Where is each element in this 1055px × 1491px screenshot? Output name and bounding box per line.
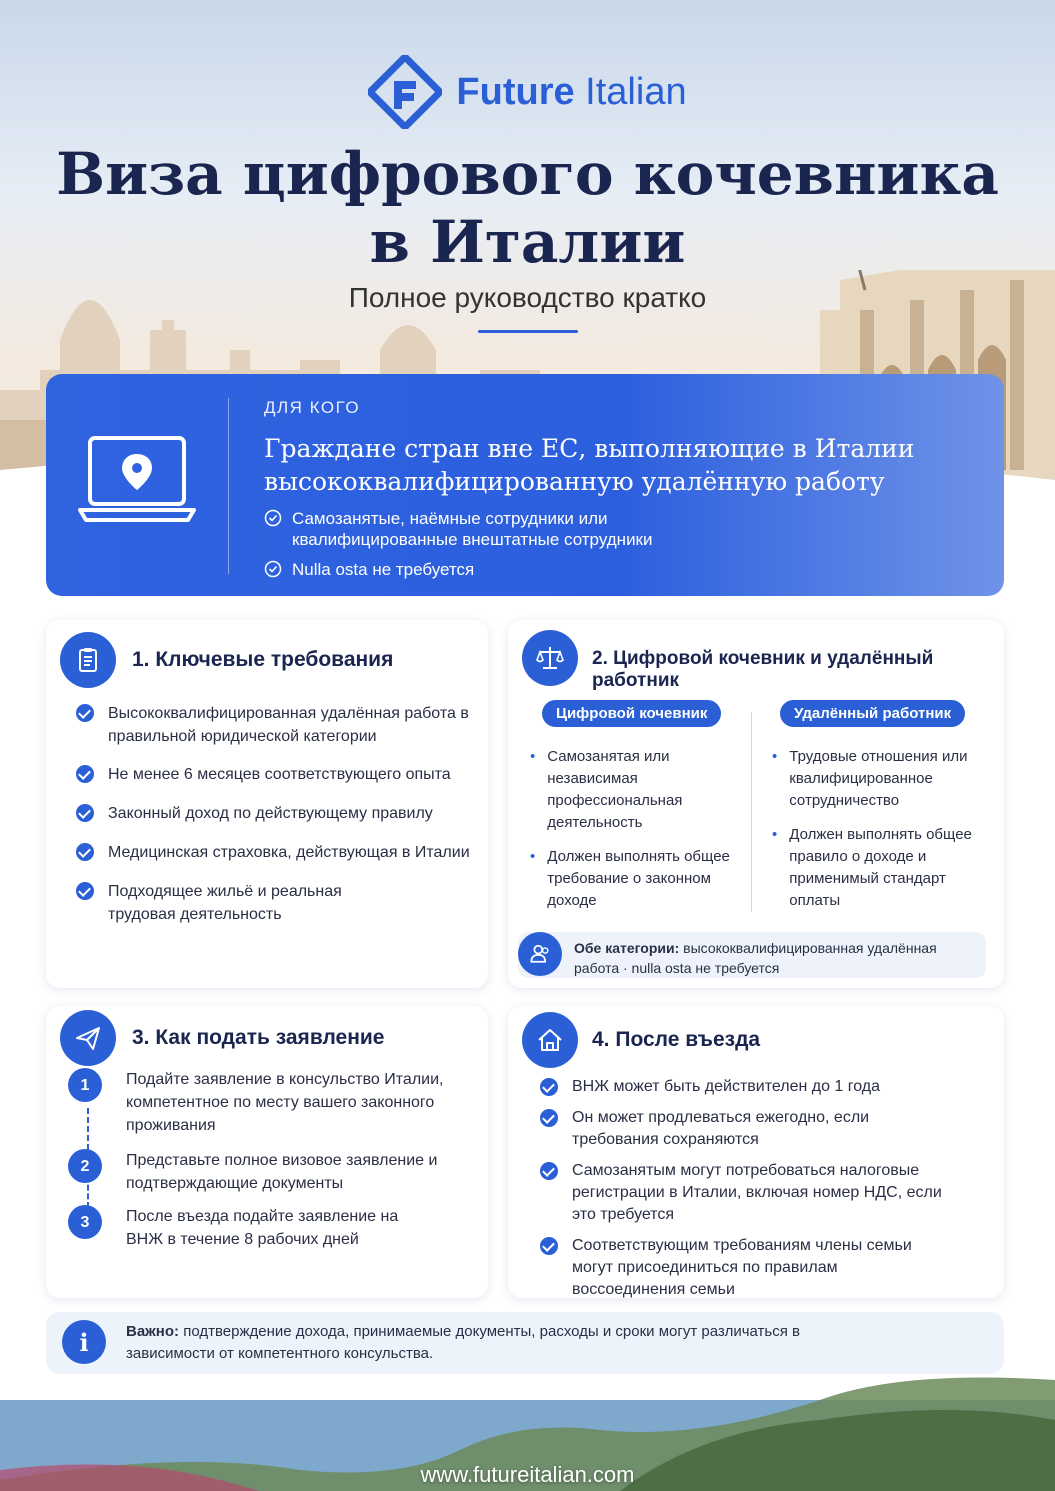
title-line2: в Италии — [369, 208, 686, 276]
card-title: 2. Цифровой кочевник и удалённый работник — [592, 648, 934, 691]
check-icon — [540, 1237, 558, 1255]
brand-name: Future Italian — [456, 70, 687, 113]
list-item: Не менее 6 месяцев соответствующего опыта — [76, 763, 476, 786]
check-icon — [540, 1109, 558, 1127]
list-item: Соответствующим требованиям члены семьи могут присоединиться по правилам воссоединения семьи — [540, 1235, 980, 1301]
step-number: 3 — [68, 1205, 102, 1239]
list-item: Законный доход по действующему правилу — [76, 802, 476, 825]
card-comparison — [508, 620, 1004, 988]
requirements-list — [76, 702, 476, 926]
step-number: 1 — [68, 1068, 102, 1102]
scales-icon — [522, 630, 578, 686]
list-item: • Должен выполнять общее правило о доходе и применимый стандарт оплаты — [772, 824, 994, 912]
important-note-text: Важно: подтверждение дохода, принимаемые документы, расходы и сроки могут различаться в зависимости от компетентного консульства. — [126, 1323, 800, 1362]
check-icon — [264, 509, 282, 527]
logo-icon — [368, 55, 442, 129]
digital-nomad-list — [530, 746, 730, 924]
step-item: 3 После въезда подайте заявление на ВНЖ в течение 8 рабочих дней — [68, 1205, 466, 1251]
page-title — [0, 140, 1055, 276]
title-line1: Виза цифрового кочевника — [56, 140, 999, 208]
who-item: Самозанятые, наёмные сотрудники или квалифицированные внештатные сотрудники — [264, 508, 712, 550]
pill-digital-nomad: Цифровой кочевник — [542, 700, 721, 727]
card-how-to-apply — [46, 1006, 488, 1298]
paper-plane-icon — [60, 1010, 116, 1066]
check-icon — [76, 843, 94, 861]
list-item: • Трудовые отношения или квалифицированное сотрудничество — [772, 746, 994, 812]
important-note — [46, 1312, 1004, 1374]
step-item: 2 Представьте полное визовое заявление и подтверждающие документы — [68, 1149, 466, 1195]
laptop-location-icon — [78, 434, 196, 524]
check-icon — [76, 804, 94, 822]
step-item: 1 Подайте заявление в консульство Италии, компетентное по месту вашего законного проживания — [68, 1068, 466, 1137]
card-after-entry — [508, 1006, 1004, 1298]
who-list — [264, 508, 712, 589]
check-icon — [540, 1078, 558, 1096]
subtitle-underline — [478, 330, 578, 333]
list-item: Высококвалифицированная удалённая работа в правильной юридической категории — [76, 702, 476, 748]
list-item: Он может продлеваться ежегодно, если требования сохраняются — [540, 1107, 980, 1151]
card-title: 4. После въезда — [592, 1028, 761, 1051]
list-item: • Самозанятая или независимая профессиональная деятельность — [530, 746, 730, 834]
list-item: Подходящее жильё и реальная трудовая деятельность — [76, 880, 476, 926]
clipboard-icon — [60, 632, 116, 688]
who-item: Nulla osta не требуется — [264, 559, 712, 580]
list-item: • Должен выполнять общее требование о законном доходе — [530, 846, 730, 912]
card-requirements — [46, 620, 488, 988]
list-item: Медицинская страховка, действующая в Италии — [76, 841, 476, 864]
check-icon — [76, 765, 94, 783]
page-subtitle: Полное руководство кратко — [348, 282, 707, 313]
banner-divider — [228, 398, 229, 574]
list-item: ВНЖ может быть действителен до 1 года — [540, 1076, 980, 1098]
home-icon — [522, 1012, 578, 1068]
card-title: 3. Как подать заявление — [132, 1026, 385, 1049]
after-entry-list — [540, 1076, 980, 1301]
pill-remote-worker: Удалённый работник — [780, 700, 965, 727]
step-number: 2 — [68, 1149, 102, 1183]
website-link[interactable]: www.futureitalian.com — [420, 1462, 635, 1487]
both-categories-note — [518, 932, 986, 978]
brand — [0, 55, 1055, 129]
card-title: 1. Ключевые требования — [132, 648, 394, 671]
who-headline: Граждане стран вне ЕС, выполняющие в Италии высококвалифицированную удалённую работу — [264, 434, 915, 496]
who-banner — [46, 374, 1004, 596]
check-icon — [540, 1162, 558, 1180]
check-icon — [264, 560, 282, 578]
check-icon — [76, 882, 94, 900]
info-icon: i — [62, 1320, 106, 1364]
steps-list — [68, 1068, 466, 1251]
users-icon — [518, 932, 562, 976]
column-divider — [751, 712, 752, 912]
check-icon — [76, 704, 94, 722]
remote-worker-list — [772, 746, 994, 924]
who-label: ДЛЯ КОГО — [264, 398, 361, 417]
both-categories-text: Обе категории: высококвалифицированная удалённая работа · nulla osta не требуется — [574, 940, 937, 976]
list-item: Самозанятым могут потребоваться налоговые регистрации в Италии, включая номер НДС, если это требуется — [540, 1160, 980, 1226]
